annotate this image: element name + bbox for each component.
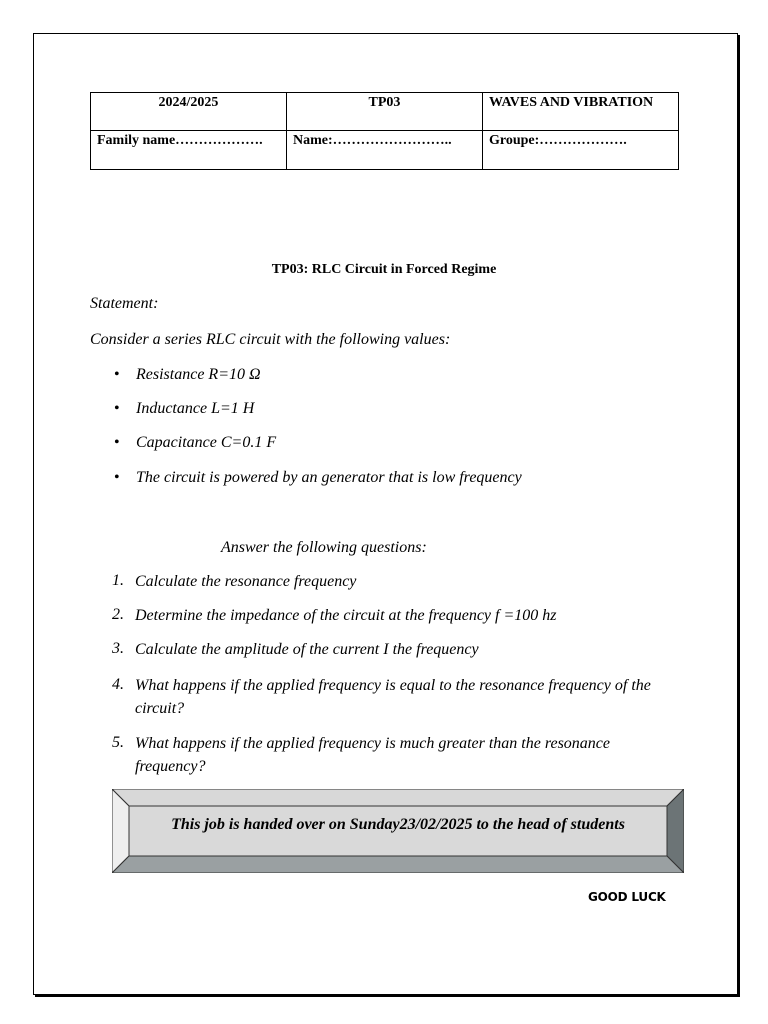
question-item: Calculate the resonance frequency	[135, 573, 357, 590]
notice-text: This job is handed over on Sunday23/02/2025 to the head of students	[171, 816, 625, 833]
bullet-marker: •	[114, 469, 120, 486]
name-field: Name:……………………..	[287, 131, 483, 170]
bullet-marker: •	[114, 366, 120, 383]
intro-text: Consider a series RLC circuit with the following values:	[90, 331, 451, 348]
value-item-capacitance: Capacitance C=0.1 F	[136, 434, 277, 451]
groupe-field: Groupe:……………….	[483, 131, 679, 170]
family-name-field: Family name……………….	[91, 131, 287, 170]
statement-label: Statement:	[90, 295, 159, 312]
bullet-marker: •	[114, 400, 120, 417]
year-cell: 2024/2025	[91, 93, 287, 131]
header-row-top	[91, 93, 679, 131]
question-item: Determine the impedance of the circuit at the frequency f =100 hz	[135, 607, 557, 624]
bullet-marker: •	[114, 434, 120, 451]
question-number: 1.	[112, 572, 124, 589]
value-item-inductance: Inductance L=1 H	[136, 400, 255, 417]
tp-cell: TP03	[287, 93, 483, 131]
good-luck-text: GOOD LUCK	[588, 890, 666, 904]
document-title: TP03: RLC Circuit in Forced Regime	[271, 262, 497, 277]
header-row-fields	[91, 131, 679, 170]
question-item: Calculate the amplitude of the current I the frequency	[135, 641, 479, 658]
question-number: 4.	[112, 676, 124, 693]
question-number: 2.	[112, 606, 124, 623]
value-item-resistance: Resistance R=10 Ω	[136, 366, 261, 383]
subject-cell: WAVES AND VIBRATION	[483, 93, 679, 131]
header-table	[90, 92, 679, 170]
question-item: What happens if the applied frequency is equal to the resonance frequency of the circuit?	[135, 677, 651, 717]
answer-heading: Answer the following questions:	[221, 539, 427, 556]
question-item: What happens if the applied frequency is much greater than the resonance frequency?	[135, 735, 611, 775]
value-item-generator: The circuit is powered by an generator that is low frequency	[136, 469, 522, 486]
question-number: 5.	[112, 734, 124, 751]
question-number: 3.	[112, 640, 124, 657]
